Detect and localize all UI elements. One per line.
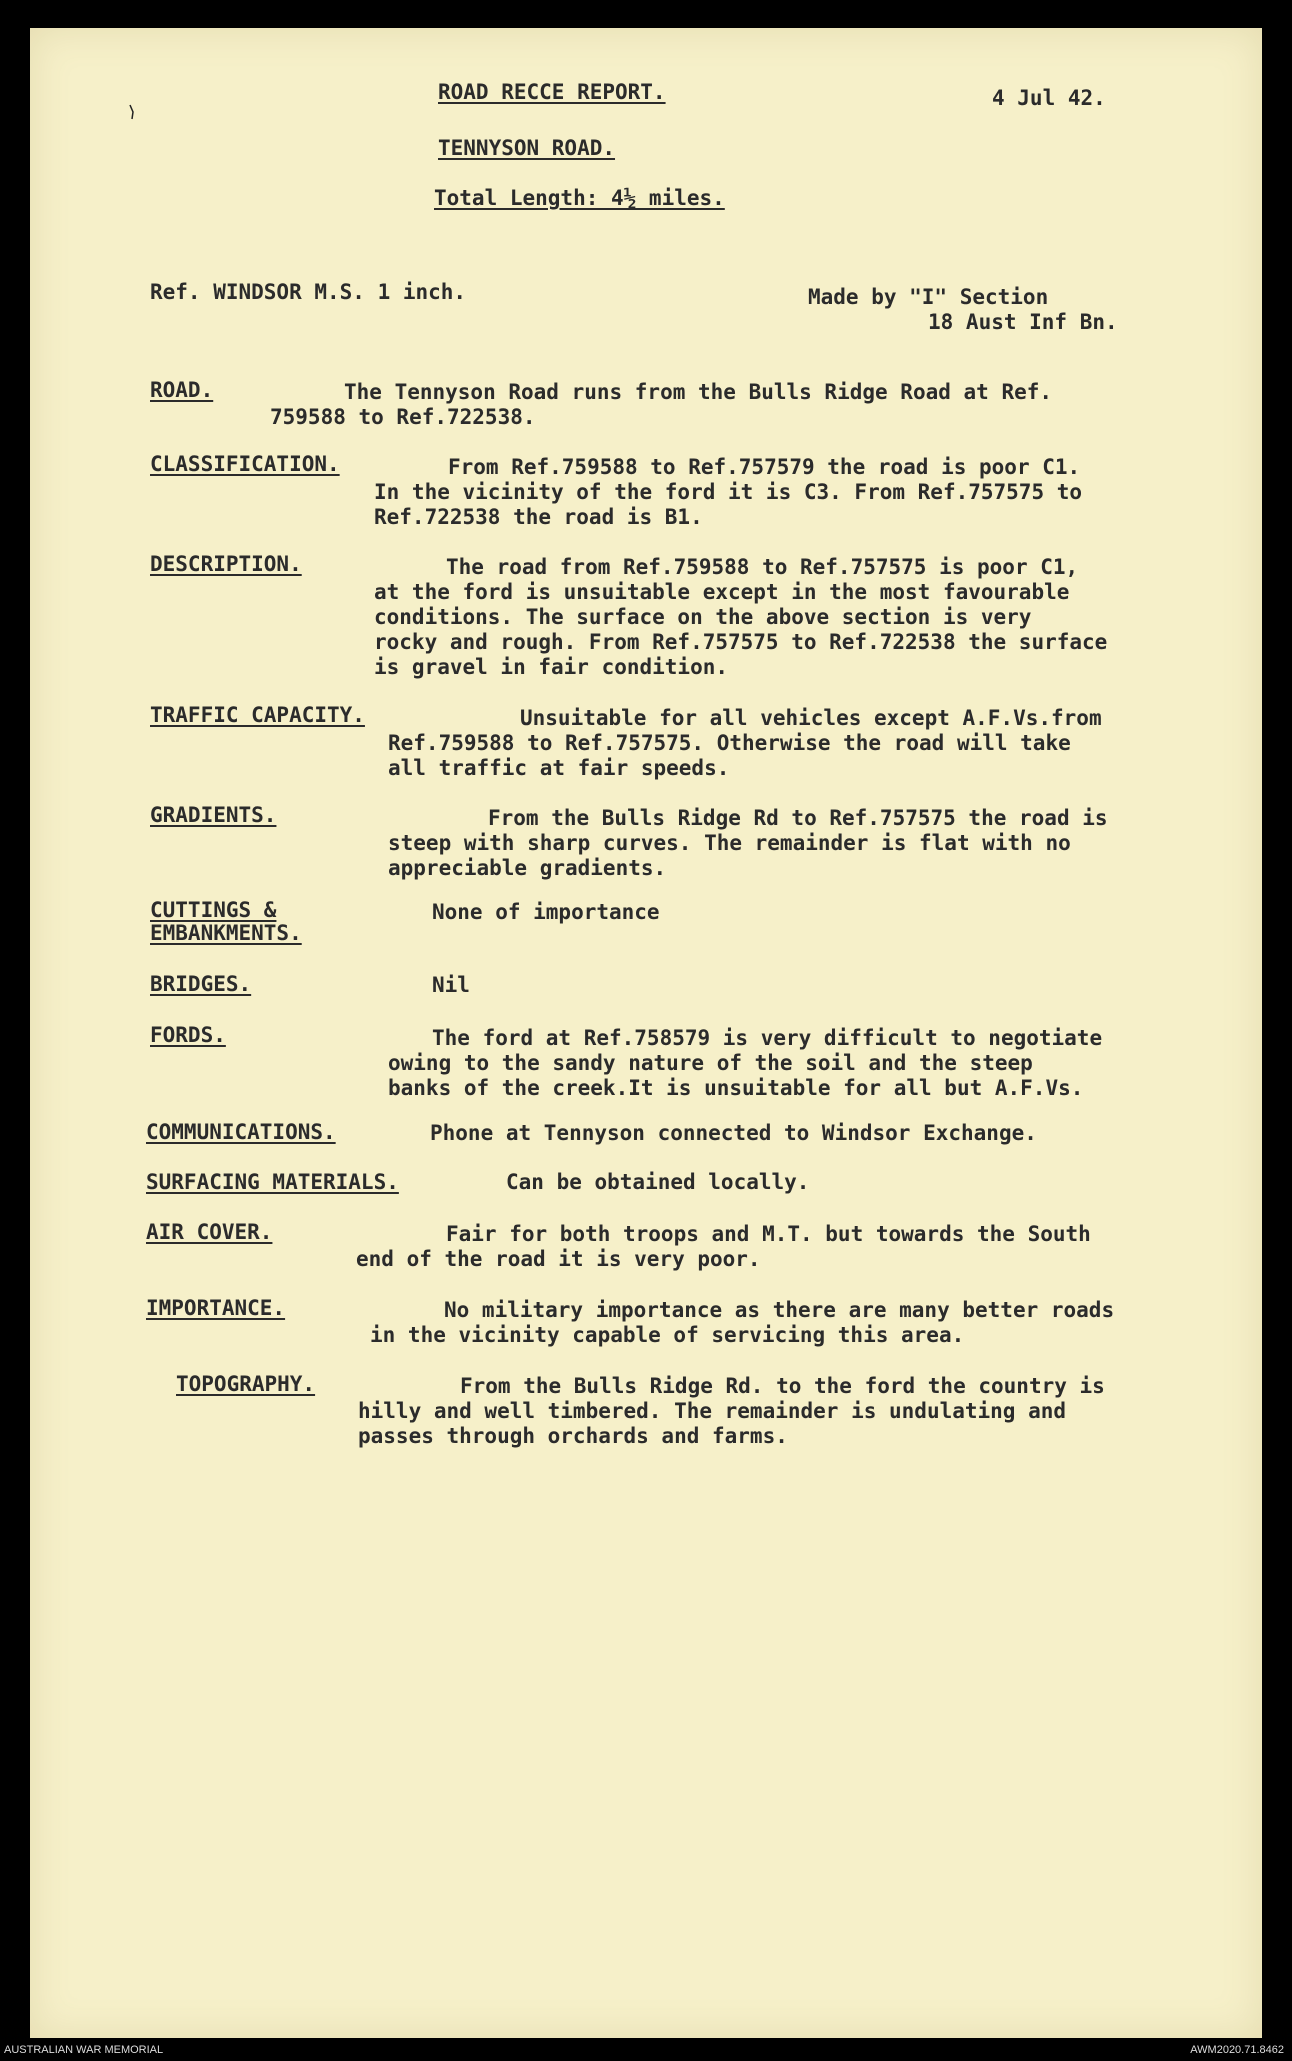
- fords-line-3: banks of the creek.It is unsuitable for all but A.F.Vs.: [388, 1076, 1084, 1100]
- footer-institution: AUSTRALIAN WAR MEMORIAL: [4, 2044, 164, 2056]
- map-reference: Ref. WINDSOR M.S. 1 inch.: [150, 280, 467, 304]
- description-line-4: rocky and rough. From Ref.757575 to Ref.722538 the surface: [374, 630, 1108, 654]
- heading-description: DESCRIPTION.: [150, 552, 302, 576]
- cuttings-text: [432, 900, 660, 925]
- heading-road: ROAD.: [150, 378, 214, 402]
- heading-gradients: GRADIENTS.: [150, 803, 277, 827]
- traffic-line-3: all traffic at fair speeds.: [388, 756, 730, 780]
- communications-text: [430, 1121, 1037, 1146]
- road-line-2: 759588 to Ref.722538.: [270, 405, 536, 429]
- gradients-line-1: From the Bulls Ridge Rd to Ref.757575 the road is: [488, 806, 1108, 830]
- heading-traffic-capacity: TRAFFIC CAPACITY.: [150, 703, 365, 727]
- description-line-3: conditions. The surface on the above section is very: [374, 605, 1032, 629]
- description-line-5: is gravel in fair condition.: [374, 655, 729, 679]
- traffic-line-1: Unsuitable for all vehicles except A.F.Vs.from: [520, 706, 1102, 730]
- total-length: Total Length: 4½ miles.: [434, 186, 725, 210]
- heading-surfacing-materials: SURFACING MATERIALS.: [146, 1170, 399, 1194]
- fords-line-1: The ford at Ref.758579 is very difficult to negotiate: [432, 1026, 1103, 1050]
- heading-cuttings: CUTTINGS &: [150, 898, 277, 922]
- description-text: [374, 555, 1107, 680]
- heading-communications: COMMUNICATIONS.: [146, 1120, 336, 1144]
- surfacing-line-1: Can be obtained locally.: [506, 1170, 810, 1194]
- classification-line-2: In the vicinity of the ford it is C3. From Ref.757575 to: [374, 480, 1083, 504]
- heading-classification: CLASSIFICATION.: [150, 452, 340, 476]
- heading-topography: TOPOGRAPHY.: [176, 1372, 316, 1396]
- topography-line-3: passes through orchards and farms.: [358, 1424, 788, 1448]
- heading-air-cover: AIR COVER.: [146, 1220, 273, 1244]
- cuttings-line-1: None of importance: [432, 900, 660, 924]
- gradients-text: [388, 806, 1108, 881]
- air-cover-line-2: end of the road it is very poor.: [356, 1247, 761, 1271]
- pen-mark: [128, 104, 136, 120]
- heading-importance: IMPORTANCE.: [146, 1296, 286, 1320]
- topography-text: [358, 1374, 1105, 1449]
- report-title: ROAD RECCE REPORT.: [438, 80, 666, 104]
- description-line-1: The road from Ref.759588 to Ref.757575 is poor C1,: [446, 555, 1079, 579]
- heading-fords: FORDS.: [150, 1023, 226, 1047]
- description-line-2: at the ford is unsuitable except in the most favourable: [374, 580, 1070, 604]
- gradients-line-2: steep with sharp curves. The remainder is flat with no: [388, 831, 1071, 855]
- surfacing-text: [506, 1170, 809, 1195]
- traffic-line-2: Ref.759588 to Ref.757575. Otherwise the road will take: [388, 731, 1071, 755]
- air-cover-text: [356, 1222, 1091, 1272]
- importance-line-2: in the vicinity capable of servicing this area.: [370, 1323, 965, 1347]
- topography-line-2: hilly and well timbered. The remainder is undulating and: [358, 1399, 1067, 1423]
- heading-embankments: EMBANKMENTS.: [150, 921, 302, 945]
- fords-text: [388, 1026, 1102, 1101]
- air-cover-line-1: Fair for both troops and M.T. but towards the South: [446, 1222, 1091, 1246]
- made-by-line-2: 18 Aust Inf Bn.: [928, 310, 1118, 334]
- importance-text: [370, 1298, 1114, 1348]
- bridges-text: [432, 973, 470, 998]
- classification-text: [374, 455, 1082, 530]
- importance-line-1: No military importance as there are many better roads: [444, 1298, 1115, 1322]
- fords-line-2: owing to the sandy nature of the soil and the steep: [388, 1051, 1033, 1075]
- road-text: [150, 380, 1052, 430]
- road-line-1: The Tennyson Road runs from the Bulls Ridge Road at Ref.: [344, 380, 1053, 404]
- communications-line-1: Phone at Tennyson connected to Windsor Exchange.: [430, 1121, 1037, 1145]
- classification-line-3: Ref.722538 the road is B1.: [374, 505, 703, 529]
- gradients-line-3: appreciable gradients.: [388, 856, 667, 880]
- heading-bridges: BRIDGES.: [150, 972, 252, 996]
- topography-line-1: From the Bulls Ridge Rd. to the ford the country is: [460, 1374, 1105, 1398]
- made-by-line-1: Made by "I" Section: [808, 285, 1049, 309]
- traffic-capacity-text: [388, 706, 1102, 781]
- report-date: 4 Jul 42.: [992, 86, 1106, 110]
- classification-line-1: From Ref.759588 to Ref.757579 the road is poor C1.: [448, 455, 1081, 479]
- footer-accession-number: AWM2020.71.8462: [1190, 2044, 1284, 2056]
- road-name: TENNYSON ROAD.: [438, 136, 616, 160]
- bridges-line-1: Nil: [432, 973, 470, 997]
